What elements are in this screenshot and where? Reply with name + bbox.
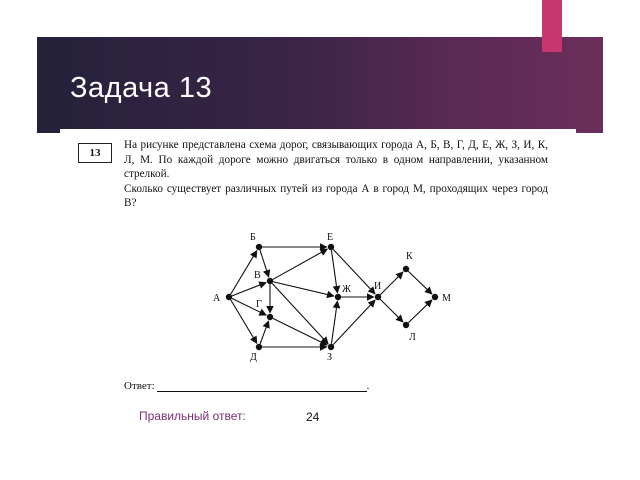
slide-title: Задача 13 — [70, 72, 213, 104]
edge-Z-I — [333, 300, 375, 345]
node-V — [267, 278, 273, 284]
edge-E-Zh — [331, 250, 337, 293]
edge-I-L — [380, 299, 403, 322]
node-label-L: Л — [409, 332, 416, 343]
node-label-Z: З — [327, 352, 333, 363]
edge-A-D — [231, 300, 257, 344]
node-label-G: Г — [256, 299, 262, 310]
edge-D-G — [260, 321, 268, 344]
node-M — [432, 294, 438, 300]
node-B — [256, 244, 262, 250]
node-Zh — [335, 294, 341, 300]
task-number: 13 — [89, 147, 101, 159]
node-label-K: К — [406, 251, 413, 262]
task-paragraph-2: Сколько существует различных путей из города А в город М, проходящих через город В? — [124, 182, 548, 210]
node-label-A: А — [213, 293, 221, 304]
node-label-I: И — [374, 281, 382, 292]
answer-blank[interactable] — [157, 382, 367, 392]
node-label-M: М — [442, 293, 451, 304]
node-E — [328, 244, 334, 250]
correct-answer-value: 24 — [306, 410, 320, 424]
correct-answer-label: Правильный ответ: — [139, 409, 246, 423]
answer-label: Ответ: — [124, 380, 155, 392]
answer-line: Ответ: . — [124, 380, 370, 392]
node-I — [375, 294, 381, 300]
edge-G-Z — [273, 318, 327, 345]
node-L — [403, 322, 409, 328]
edge-V-E — [273, 249, 328, 279]
edge-E-I — [333, 249, 375, 294]
node-label-B: Б — [250, 232, 256, 243]
edge-I-K — [380, 272, 403, 295]
edge-L-M — [408, 300, 432, 323]
node-D — [256, 344, 262, 350]
node-label-E: Е — [327, 232, 334, 243]
edge-B-V — [260, 250, 269, 277]
node-A — [226, 294, 232, 300]
node-label-Zh: Ж — [342, 284, 351, 295]
node-G — [267, 314, 273, 320]
task-paragraph-1: На рисунке представлена схема дорог, связывающих города А, Б, В, Г, Д, Е, Ж, З, И, К, Л, М. По каждой дороге можно двигаться только в одном направлении, указанном стрелкой. — [124, 139, 548, 181]
edge-K-M — [408, 271, 432, 294]
node-Z — [328, 344, 334, 350]
node-K — [403, 266, 409, 272]
edge-Z-Zh — [331, 301, 337, 344]
node-label-D: Д — [250, 352, 257, 363]
node-label-V: В — [254, 270, 261, 281]
